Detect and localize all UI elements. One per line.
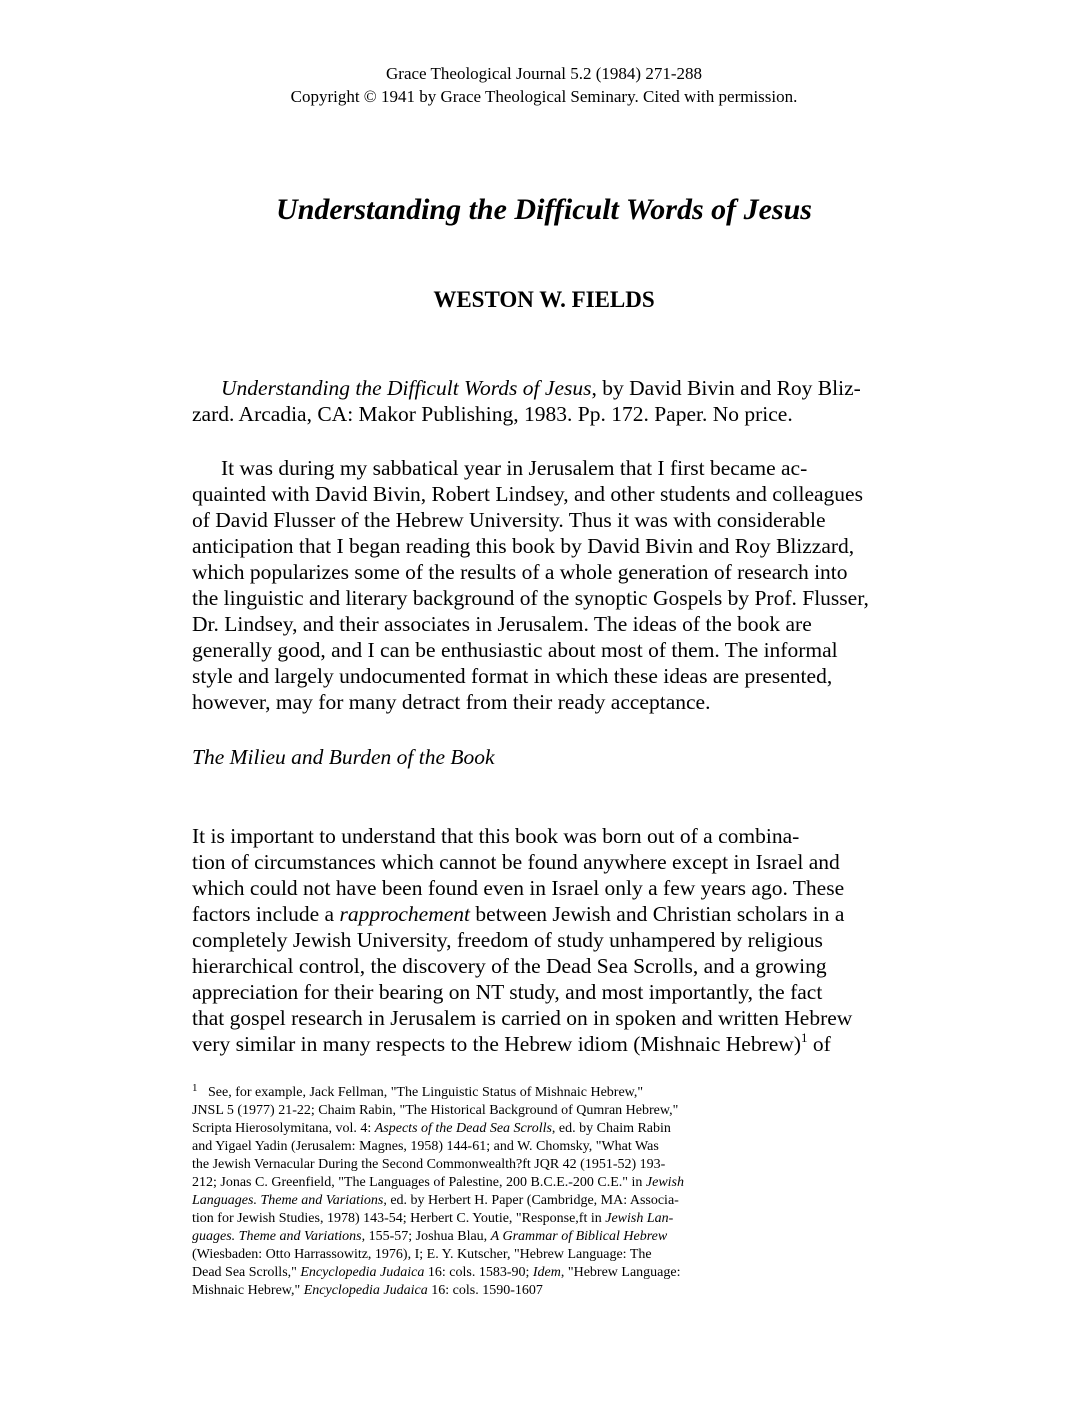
footnote-line: tion for Jewish Studies, 1978) 143-54; Herbert C. Youtie, "Response,ft in Jewish Lan- [192,1211,674,1226]
footnote-line: $^1$ See, for example, Jack Fellman, "The Linguistic Status of Mishnaic Hebrew," [192,1082,644,1100]
footnote-line: Mishnaic Hebrew," Encyclopedia Judaica 16: cols. 1590-1607 [192,1283,543,1298]
paragraph-line: which popularizes some of the results of a whole generation of research into [192,560,848,584]
paragraph-line: anticipation that I began reading this book by David Bivin and Roy Blizzard, [192,534,855,558]
paragraph-line: quainted with David Bivin, Robert Lindsey, and other students and colleagues [192,482,863,506]
paragraph-line: hierarchical control, the discovery of the Dead Sea Scrolls, and a growing [192,954,827,978]
footnote-line: (Wiesbaden: Otto Harrassowitz, 1976), I; E. Y. Kutscher, "Hebrew Language: The [192,1247,652,1262]
paragraph-line: which could not have been found even in Israel only a few years ago. These [192,876,845,900]
footnote-line: Languages. Theme and Variations, ed. by Herbert H. Paper (Cambridge, MA: Associa- [192,1193,679,1208]
book-citation-line-2: zard. Arcadia, CA: Makor Publishing, 1983. Pp. 172. Paper. No price. [192,402,793,426]
paragraph-line: style and largely undocumented format in which these ideas are presented, [192,664,833,688]
footnote-line: JNSL 5 (1977) 21-22; Chaim Rabin, "The Historical Background of Qumran Hebrew," [192,1103,679,1118]
paragraph-line: of David Flusser of the Hebrew University. Thus it was with considerable [192,508,826,532]
paragraph-line: tion of circumstances which cannot be found anywhere except in Israel and [192,850,840,874]
footnote-line: the Jewish Vernacular During the Second Commonwealth?ft JQR 42 (1951-52) 193- [192,1157,666,1172]
paragraph-line: completely Jewish University, freedom of study unhampered by religious [192,928,823,952]
journal-citation: Grace Theological Journal 5.2 (1984) 271-288 [386,64,702,83]
paragraph-line: It was during my sabbatical year in Jerusalem that I first became ac- [221,456,808,480]
footnote-line: Scripta Hierosolymitana, vol. 4: Aspects of the Dead Sea Scrolls, ed. by Chaim Rabin [192,1121,671,1136]
article-title: Understanding the Difficult Words of Jesus [276,193,812,226]
article-author: WESTON W. FIELDS [433,287,655,312]
copyright-notice: Copyright © 1941 by Grace Theological Seminary. Cited with permission. [290,87,798,106]
footnote-reference[interactable]: 1 [801,1030,808,1045]
book-citation-line-1: Understanding the Difficult Words of Jesus, by David Bivin and Roy Bliz- [221,376,861,400]
section-heading: The Milieu and Burden of the Book [192,745,495,769]
paragraph-line: It is important to understand that this book was born out of a combina- [192,824,800,848]
paragraph-line: that gospel research in Jerusalem is carried on in spoken and written Hebrew [192,1006,853,1030]
book-title: Understanding the Difficult Words of Jesus [221,376,592,400]
paragraph-line: however, may for many detract from their ready acceptance. [192,690,711,714]
footnote-line: and Yigael Yadin (Jerusalem: Magnes, 1958) 144-61; and W. Chomsky, "What Was [192,1139,659,1154]
footnote-marker: 1 [192,1082,198,1094]
footnote-line: guages. Theme and Variations, 155-57; Joshua Blau, A Grammar of Biblical Hebrew [192,1229,668,1244]
paragraph-line: appreciation for their bearing on NT study, and most importantly, the fact [192,980,823,1004]
paragraph-line: factors include a rapprochement between Jewish and Christian scholars in a [192,902,845,926]
footnote-line: Dead Sea Scrolls," Encyclopedia Judaica 16: cols. 1583-90; Idem, "Hebrew Language: [192,1265,681,1280]
paragraph-line: generally good, and I can be enthusiastic about most of them. The informal [192,638,838,662]
journal-header [0,62,1088,108]
paragraph-line: Dr. Lindsey, and their associates in Jerusalem. The ideas of the book are [192,612,812,636]
emphasis-rapprochement: rapprochement [339,902,471,926]
paragraph-line: the linguistic and literary background of the synoptic Gospels by Prof. Flusser, [192,586,869,610]
footnote-line: 212; Jonas C. Greenfield, "The Languages of Palestine, 200 B.C.E.-200 C.E." in Jewish [192,1175,685,1190]
paragraph-line: very similar in many respects to the Hebrew idiom (Mishnaic Hebrew)$^1$ of [192,1030,831,1056]
